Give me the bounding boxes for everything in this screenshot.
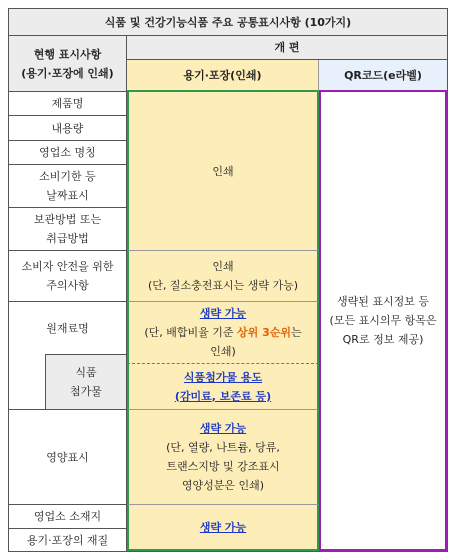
qr-line1: 생략된 표시정보 등: [336, 295, 429, 308]
container-ingredients: [127, 302, 319, 364]
table-title: 식품 및 건강기능식품 주요 공통표시사항 (10가지): [9, 9, 447, 36]
header-container: 용기·포장(인쇄): [127, 60, 319, 92]
container-last-omit: 생략 가능: [199, 520, 247, 534]
container-ingredients-note-prefix: (단, 배합비율 기준: [144, 326, 238, 339]
item-storage-line2: 취급방법: [46, 232, 89, 245]
item-additive: [45, 354, 127, 410]
item-additive-spacer: [9, 354, 45, 410]
container-nutrition-omit: 생략 가능: [199, 422, 247, 435]
header-qr: QR코드(e라벨): [319, 60, 447, 92]
item-safety-line2: 주의사항: [46, 279, 89, 292]
item-business-name: 영업소 명칭: [9, 141, 127, 165]
qr-description: [319, 92, 447, 551]
container-safety-print: 인쇄: [212, 260, 234, 273]
item-additive-line1: 식품: [75, 366, 97, 379]
header-current-line2: (용기·포장에 인쇄): [21, 66, 114, 80]
container-nutrition-note3: 영양성분은 인쇄): [181, 479, 265, 492]
item-ingredients: 원재료명: [9, 302, 127, 354]
container-nutrition-note1: (단, 열량, 나트륨, 당류,: [166, 441, 280, 454]
qr-line3: QR로 정보 제공): [342, 333, 424, 346]
container-nutrition: [127, 410, 319, 505]
container-additive: [127, 364, 319, 410]
item-additive-line2: 첨가물: [70, 385, 102, 398]
container-nutrition-note2: 트랜스지방 및 강조표시: [166, 460, 280, 473]
item-address: 영업소 소재지: [9, 505, 127, 529]
header-current: [9, 36, 127, 92]
item-safety-line1: 소비자 안전을 위한: [21, 260, 114, 273]
container-safety-note: (단, 질소충전표시는 생략 가능): [147, 279, 299, 292]
item-expiry: [9, 165, 127, 208]
item-product-name: 제품명: [9, 92, 127, 116]
item-expiry-line2: 날짜표시: [46, 189, 89, 202]
container-ingredients-note-suffix: 는: [291, 326, 302, 339]
container-additive-line1: 식품첨가물 용도: [183, 370, 263, 384]
item-material: 용기·포장의 재질: [9, 529, 127, 551]
labeling-table: [8, 8, 448, 552]
container-ingredients-note: [144, 323, 301, 342]
item-storage-line1: 보관방법 또는: [33, 213, 102, 226]
container-additive-line2: (감미료, 보존료 등): [174, 389, 272, 403]
item-contents: 내용량: [9, 116, 127, 141]
container-print: 인쇄: [127, 92, 319, 251]
container-ingredients-omit: 생략 가능: [199, 307, 247, 320]
container-ingredients-note-highlight: 상위 3순위: [237, 326, 292, 339]
qr-line2: (모든 표시의무 항목은: [329, 314, 437, 327]
item-safety: [9, 251, 127, 302]
container-last: [127, 505, 319, 551]
header-reform: 개 편: [127, 36, 447, 60]
container-ingredients-note-line2: 인쇄): [210, 345, 236, 358]
container-safety: [127, 251, 319, 302]
item-storage: [9, 208, 127, 251]
item-nutrition: 영양표시: [9, 410, 127, 505]
header-current-line1: 현행 표시사항: [33, 47, 102, 61]
item-expiry-line1: 소비기한 등: [39, 170, 96, 183]
